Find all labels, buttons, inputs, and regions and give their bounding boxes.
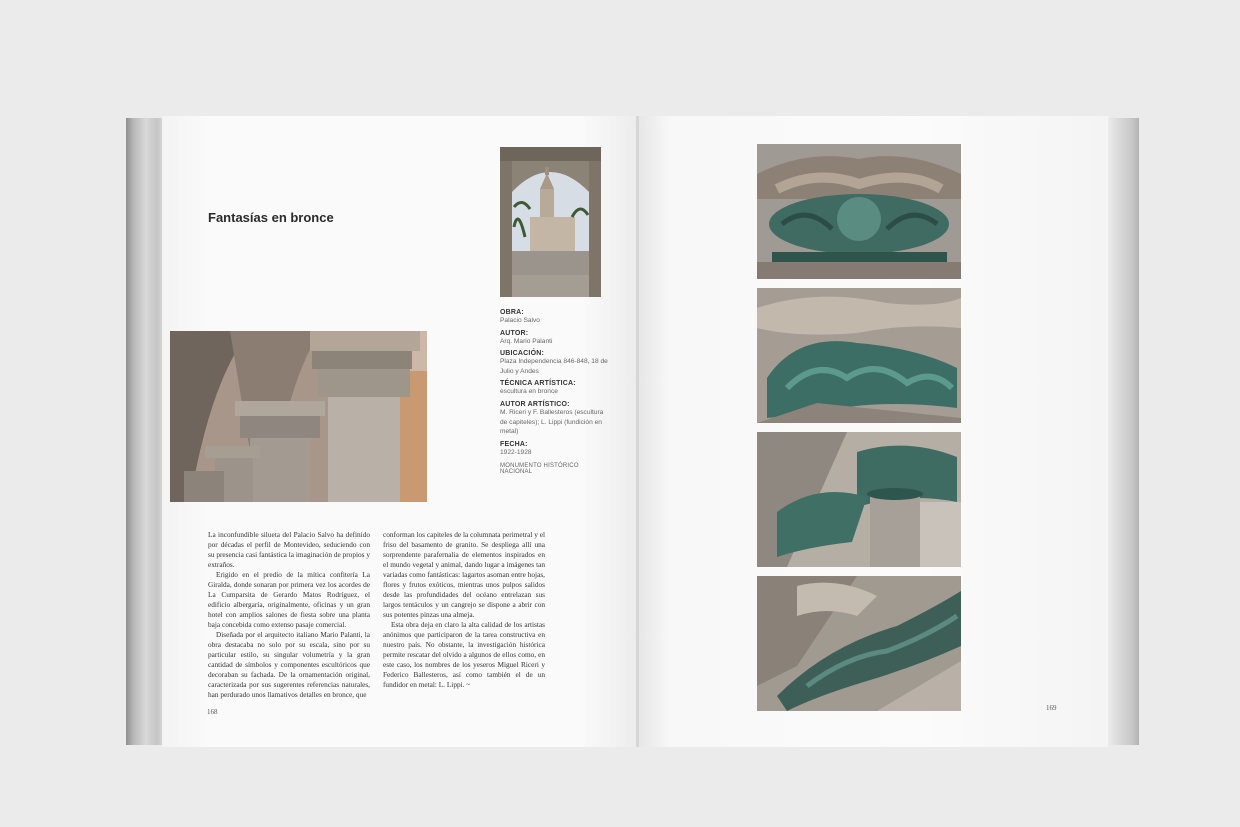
photo-colonnade <box>170 331 427 502</box>
book-edge-right <box>1103 118 1139 745</box>
photo-bronze-1 <box>757 144 961 279</box>
page-number-right: 169 <box>1046 704 1057 712</box>
meta-value-autor-artistico: M. Riceri y F. Ballesteros (escultura de capiteles); L. Lippi (fundición en metal) <box>500 408 604 436</box>
monument-status: MONUMENTO HISTÓRICO NACIONAL <box>500 463 579 476</box>
meta-label-ubicacion: UBICACIÓN: <box>500 350 544 358</box>
photo-bronze-4 <box>757 576 961 711</box>
photo-bronze-3 <box>757 432 961 567</box>
body-paragraph: Esta obra deja en claro la alta calidad de los artistas anónimos que participaron de la tarea constructiva en nuestro país. No obstante, la investigación histórica permite rescatar del olvido a algunos de ellos como, en este caso, los nombres de los yeseros Miguel Riceri y Federico Ballesteros, así como también el de un fundidor en metal: L. Lippi. ~ <box>383 620 545 689</box>
meta-label-autor: AUTOR: <box>500 329 529 337</box>
body-paragraph: Erigido en el predio de la mítica confitería La Giralda, donde sonaran por primera vez los acordes de La Cumparsita de Gerardo Matos Rodríguez, el edificio albergaría, originalmente, oficinas y un gran hotel con amplios salones de fiesta sobre una planta baja concebida como extenso pasaje comercial. <box>208 570 370 629</box>
artwork-metadata <box>500 309 610 475</box>
meta-label-tecnica: TÉCNICA ARTÍSTICA: <box>500 380 576 388</box>
body-paragraph: La inconfundible silueta del Palacio Salvo ha definido por décadas el perfil de Montevideo, seduciendo con su presencia casi fantástica la imaginación de propios y extraños. <box>208 530 370 569</box>
body-paragraph: Diseñada por el arquitecto italiano Mario Palanti, la obra destacaba no solo por su escala, sino por su particular estilo, su singular volumetría y la gran cantidad de símbolos y componentes escultóricos que decoraban su fachada. De la ornamentación original, caracterizada por sus sugerentes referencias naturales, han perdurado unos llamativos detalles en bronce, que <box>208 630 370 699</box>
meta-value-fecha: 1922-1928 <box>500 448 532 456</box>
body-column-1 <box>208 530 370 700</box>
page-title: Fantasías en bronce <box>208 210 334 225</box>
meta-value-ubicacion: Plaza Independencia 846-848, 18 de Julio y Andes <box>500 358 608 375</box>
meta-label-fecha: FECHA: <box>500 440 528 448</box>
page-number-left: 168 <box>207 708 218 716</box>
meta-value-autor: Arq. Mario Palanti <box>500 337 553 345</box>
meta-value-tecnica: escultura en bronce <box>500 388 558 396</box>
book-gutter <box>636 116 639 747</box>
photo-bronze-2 <box>757 288 961 423</box>
meta-label-autor-artistico: AUTOR ARTÍSTICO: <box>500 400 570 408</box>
meta-label-obra: OBRA: <box>500 309 524 316</box>
body-column-2 <box>383 530 545 690</box>
photo-tower-arch <box>500 147 601 297</box>
meta-value-obra: Palacio Salvo <box>500 317 540 324</box>
body-paragraph: conforman los capiteles de la columnata perimetral y el friso del basamento de granito. Se despliega allí una sorprendente parafernalia de elementos inspirados en el mundo vegetal y animal, dando lugar a imágenes tan variadas como fantásticas: lagartos asoman entre hojas, flores y frutos exóticos, mientras unos pulpos salidos desde las profundidades del océano entrelazan sus largos tentáculos y un cangrejo se dispone a abrir con sus potentes pinzas una almeja. <box>383 530 545 619</box>
